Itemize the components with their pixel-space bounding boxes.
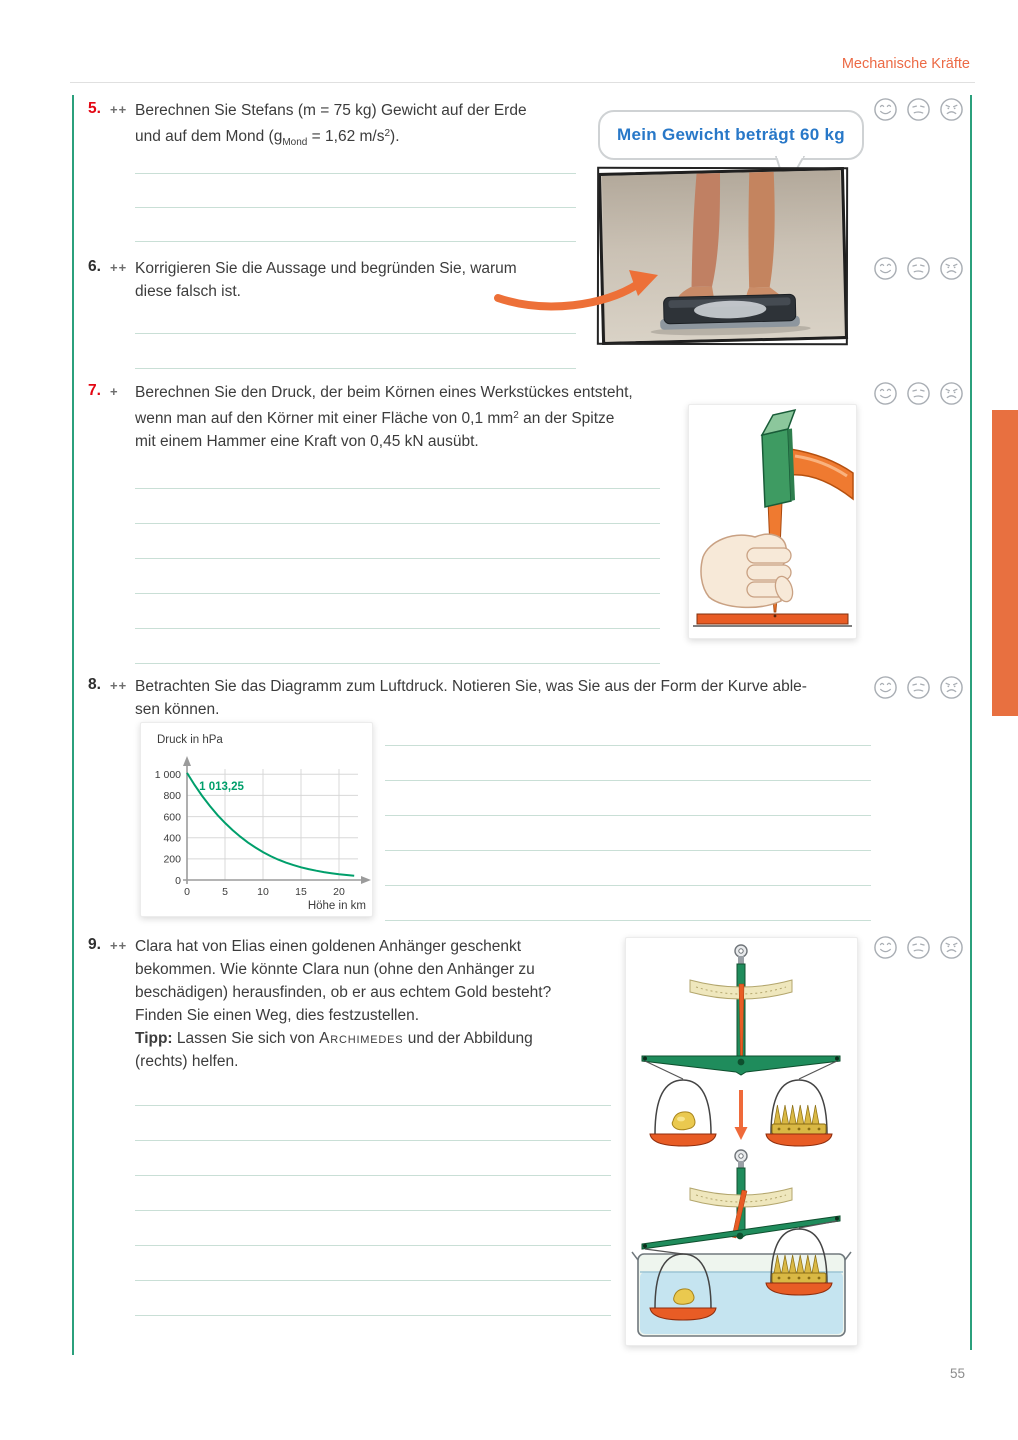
self-rating-faces: [873, 256, 964, 281]
sad-face-icon[interactable]: [939, 256, 964, 281]
svg-text:15: 15: [295, 886, 307, 898]
exercise-9-number: 9.: [88, 936, 101, 953]
self-rating-faces: [873, 97, 964, 122]
text-line: und auf dem Mond ($g_{Mond} = 1,62$ $m/s^2$).: [135, 128, 400, 148]
left-margin-line: [72, 95, 74, 1355]
exercise-6-difficulty: ++: [110, 260, 128, 275]
exercise-5-number: 5.: [88, 100, 101, 117]
answer-line: [135, 140, 576, 174]
svg-text:1 000: 1 000: [154, 769, 181, 782]
self-rating-faces: [873, 381, 964, 406]
exercise-7-number: 7.: [88, 382, 101, 399]
answer-line: [135, 334, 576, 369]
answer-lines-ex6: [135, 299, 576, 369]
text-line: Korrigieren Sie die Aussage und begründen Sie, warum: [135, 260, 517, 277]
self-rating-faces: [873, 935, 964, 960]
happy-face-icon[interactable]: [873, 381, 898, 406]
exercise-9-difficulty: ++: [110, 938, 128, 953]
feet-on-scale-illustration: [601, 170, 845, 342]
header-rule: [70, 82, 975, 83]
archimedes-balance-illustration: [625, 937, 858, 1346]
answer-lines-ex5: [135, 140, 576, 242]
text-line: (rechts) helfen.: [135, 1053, 239, 1070]
svg-text:Höhe in km: Höhe in km: [307, 900, 366, 912]
speech-bubble-text: Mein Gewicht beträgt 60 kg: [617, 125, 845, 144]
happy-face-icon[interactable]: [873, 675, 898, 700]
answer-line: [135, 174, 576, 208]
page-header-title: Mechanische Kräfte: [841, 56, 970, 72]
page-number: 55: [950, 1366, 966, 1381]
answer-line: [135, 454, 660, 489]
answer-line: [135, 524, 660, 559]
svg-text:0: 0: [184, 886, 190, 898]
answer-line: [385, 851, 871, 886]
crown-top: [772, 1105, 826, 1134]
skeptical-face-icon[interactable]: [906, 256, 931, 281]
answer-line: [135, 1141, 611, 1176]
exercise-7-difficulty: +: [110, 384, 119, 399]
exercise-9-text: [135, 935, 551, 1073]
text-line: Berechnen Sie den Druck, der beim Körnen eines Werkstückes entsteht,: [135, 384, 633, 401]
exercise-6-number: 6.: [88, 258, 101, 275]
answer-line: [385, 711, 871, 746]
text-line: diese falsch ist.: [135, 283, 241, 300]
answer-line: [135, 299, 576, 334]
happy-face-icon[interactable]: [873, 97, 898, 122]
answer-lines-ex9: [135, 1071, 611, 1316]
text-line: Berechnen Sie Stefans (m = 75 kg) Gewicht auf der Erde: [135, 102, 527, 119]
happy-face-icon[interactable]: [873, 256, 898, 281]
chapter-thumb-tab: [992, 410, 1018, 716]
answer-line: [135, 559, 660, 594]
answer-line: [135, 1211, 611, 1246]
svg-text:400: 400: [163, 832, 181, 845]
answer-line: [135, 1071, 611, 1106]
answer-line: [135, 594, 660, 629]
svg-text:20: 20: [333, 886, 345, 898]
svg-text:800: 800: [163, 790, 181, 803]
text-line: Clara hat von Elias einen goldenen Anhänger geschenkt: [135, 938, 522, 955]
text-line: mit einem Hammer eine Kraft von 0,45 kN ausübt.: [135, 433, 479, 450]
text-line: beschädigen) herausfinden, ob er aus echtem Gold besteht?: [135, 984, 552, 1001]
exercise-8-difficulty: ++: [110, 678, 128, 693]
skeptical-face-icon[interactable]: [906, 675, 931, 700]
sad-face-icon[interactable]: [939, 935, 964, 960]
svg-text:10: 10: [257, 886, 269, 898]
answer-line: [135, 1106, 611, 1141]
answer-lines-ex7: [135, 454, 660, 664]
svg-text:0: 0: [175, 874, 181, 887]
answer-line: [385, 886, 871, 921]
text-line: bekommen. Wie könnte Clara nun (ohne den Anhänger zu: [135, 961, 535, 978]
pressure-altitude-chart: [140, 722, 373, 917]
feet-on-scale-photo: [598, 167, 848, 345]
answer-line: [135, 1281, 611, 1316]
answer-line: [135, 629, 660, 664]
text-line: sen können.: [135, 701, 220, 718]
exercise-5-difficulty: ++: [110, 102, 128, 117]
text-line: wenn man auf den Körner mit einer Fläche von 0,1 $mm^2$ an der Spitze: [135, 410, 615, 427]
text-line: Betrachten Sie das Diagramm zum Luftdruck. Notieren Sie, was Sie aus der Form der Kurve able-: [135, 678, 807, 695]
hammer-punch-illustration: [688, 404, 857, 639]
text-line: Tipp: Lassen Sie sich von Archimedes und der Abbildung: [135, 1030, 533, 1047]
self-rating-faces: [873, 675, 964, 700]
skeptical-face-icon[interactable]: [906, 935, 931, 960]
sad-face-icon[interactable]: [939, 675, 964, 700]
svg-text:600: 600: [163, 811, 181, 824]
skeptical-face-icon[interactable]: [906, 97, 931, 122]
exercise-6-text: [135, 257, 517, 303]
answer-line: [385, 781, 871, 816]
svg-text:5: 5: [222, 886, 228, 898]
svg-text:Druck in hPa: Druck in hPa: [157, 734, 223, 746]
sad-face-icon[interactable]: [939, 381, 964, 406]
answer-lines-ex8: [385, 711, 871, 921]
skeptical-face-icon[interactable]: [906, 381, 931, 406]
svg-text:1 013,25: 1 013,25: [199, 781, 244, 794]
answer-line: [135, 1246, 611, 1281]
exercise-8-number: 8.: [88, 676, 101, 693]
text-line: Finden Sie einen Weg, dies festzustellen.: [135, 1007, 420, 1024]
answer-line: [135, 208, 576, 242]
answer-line: [385, 816, 871, 851]
answer-line: [135, 1176, 611, 1211]
happy-face-icon[interactable]: [873, 935, 898, 960]
answer-line: [135, 489, 660, 524]
sad-face-icon[interactable]: [939, 97, 964, 122]
right-margin-line: [970, 95, 972, 1350]
svg-text:200: 200: [163, 853, 181, 866]
exercise-7-text: [135, 381, 633, 453]
answer-line: [385, 746, 871, 781]
speech-bubble: [598, 110, 864, 160]
